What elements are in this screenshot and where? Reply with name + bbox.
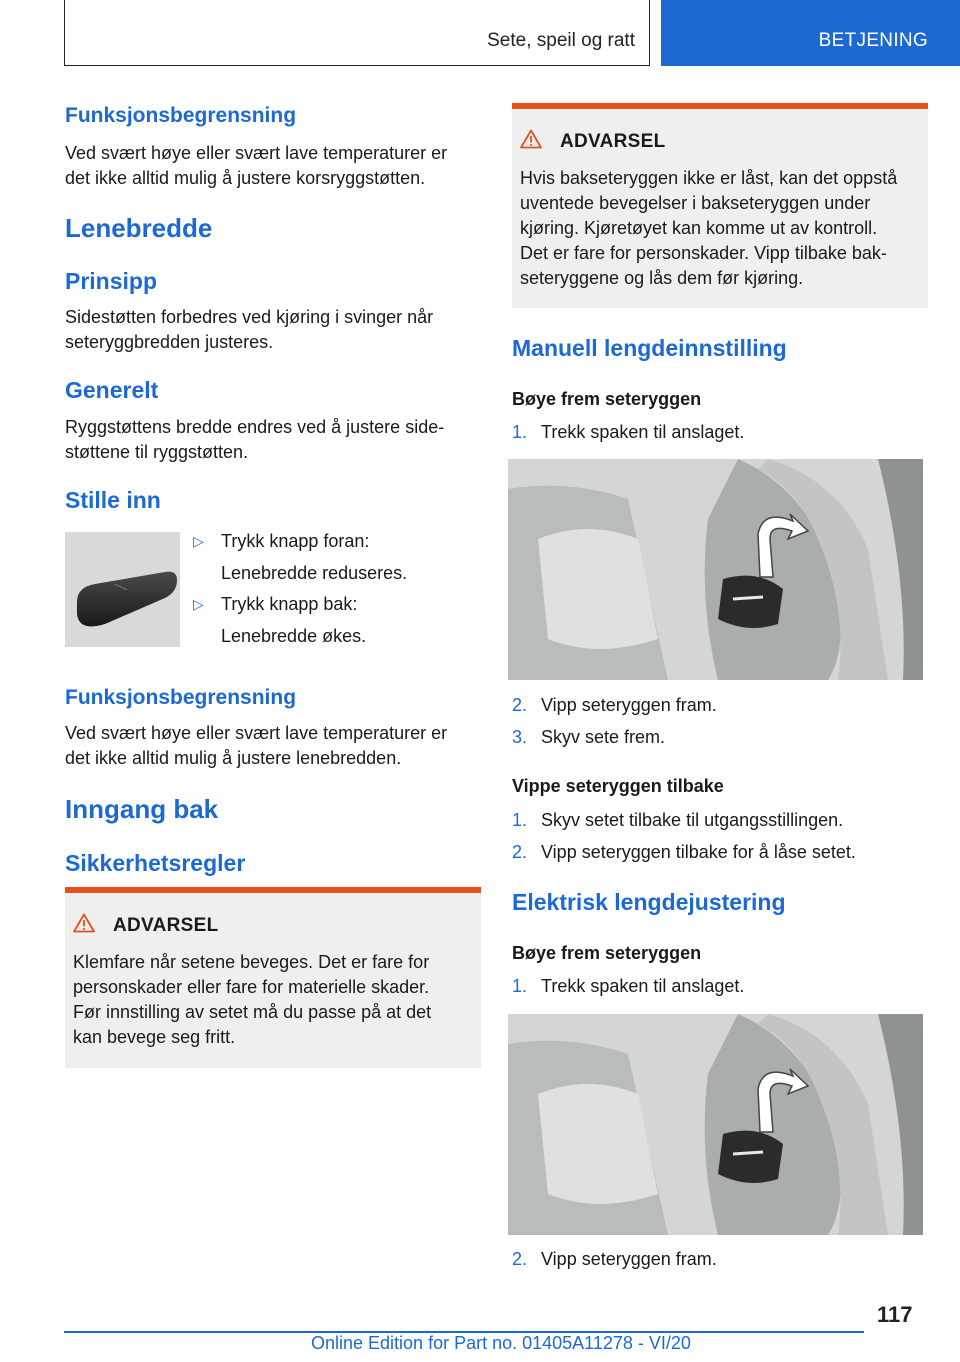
heading-sikkerhetsregler: Sikkerhetsregler [65, 850, 246, 876]
para-funksjonsbegrensning-2: Ved svært høye eller svært lave temperaturer er det ikke alltid mulig å justere lenebredden. [65, 723, 448, 768]
heading-prinsipp: Prinsipp [65, 268, 158, 294]
subheading-boye-frem-1: Bøye frem seteryggen [512, 389, 702, 409]
heading-elektrisk-lengdejustering: Elektrisk lengdejustering [512, 889, 786, 915]
heading-inngang-bak: Inngang bak [65, 794, 219, 824]
header-section-box [661, 0, 960, 66]
para-prinsipp: Sidestøtten forbedres ved kjøring i svinger når seteryggbredden justeres. [65, 307, 434, 352]
bullet-back-result: Lenebredde økes. [221, 626, 367, 646]
warning-triangle-icon [73, 913, 95, 933]
heading-funksjonsbegrensning-1: Funksjonsbegrensning [65, 104, 297, 127]
warning-box-left [65, 887, 481, 1068]
header-chapter-box [64, 0, 650, 66]
page-number: 117 [877, 1302, 913, 1327]
width-button-photo [65, 532, 180, 647]
footer-edition: Online Edition for Part no. 01405A11278 - VI/20 [311, 1333, 691, 1353]
seat-lever-photo-manual [508, 459, 923, 680]
seat-lever-illustration [508, 459, 923, 680]
subheading-boye-frem-2: Bøye frem seteryggen [512, 943, 702, 963]
heading-generelt: Generelt [65, 377, 159, 403]
subheading-vippe-tilbake: Vippe seteryggen tilbake [512, 776, 724, 796]
seat-lever-photo-electric [508, 1014, 923, 1235]
heading-funksjonsbegrensning-2: Funksjonsbegrensning [65, 686, 297, 709]
para-generelt: Ryggstøttens bredde endres ved å justere side- støttene til ryggstøtten. [65, 417, 445, 462]
warning-title: ADVARSEL [520, 129, 666, 153]
heading-lenebredde: Lenebredde [65, 213, 213, 243]
warning-box-right [512, 103, 928, 308]
warning-text: Hvis bakseteryggen ikke er låst, kan det oppstå uventede bevegelser i bakseteryggen under kjøring. Kjøretøyet kan komme ut av kontroll. Det er fare for personskader. Vipp tilbake bak- seteryggene og lås dem før kjøring. [520, 168, 898, 288]
chapter-title: Sete, speil og ratt [487, 30, 635, 51]
seat-lever-illustration [508, 1014, 923, 1235]
bullet-front-result: Lenebredde reduseres. [221, 563, 408, 583]
heading-stille-inn: Stille inn [65, 487, 161, 513]
para-funksjonsbegrensning-1: Ved svært høye eller svært lave temperaturer er det ikke alltid mulig å justere korsryggstøtten. [65, 143, 448, 188]
triangle-bullet-icon: ▷ [193, 533, 204, 549]
warning-title: ADVARSEL [73, 913, 219, 937]
seat-width-button-illustration [65, 532, 180, 647]
triangle-bullet-icon: ▷ [193, 596, 204, 612]
warning-triangle-icon [520, 129, 542, 149]
heading-manuell-lengdeinnstilling: Manuell lengdeinnstilling [512, 335, 787, 361]
section-title: BETJENING [818, 30, 928, 51]
warning-text: Klemfare når setene beveges. Det er fare for personskader eller fare for materielle skader. Før innstilling av setet må du passe på at det kan bevege seg fritt. [73, 952, 432, 1047]
